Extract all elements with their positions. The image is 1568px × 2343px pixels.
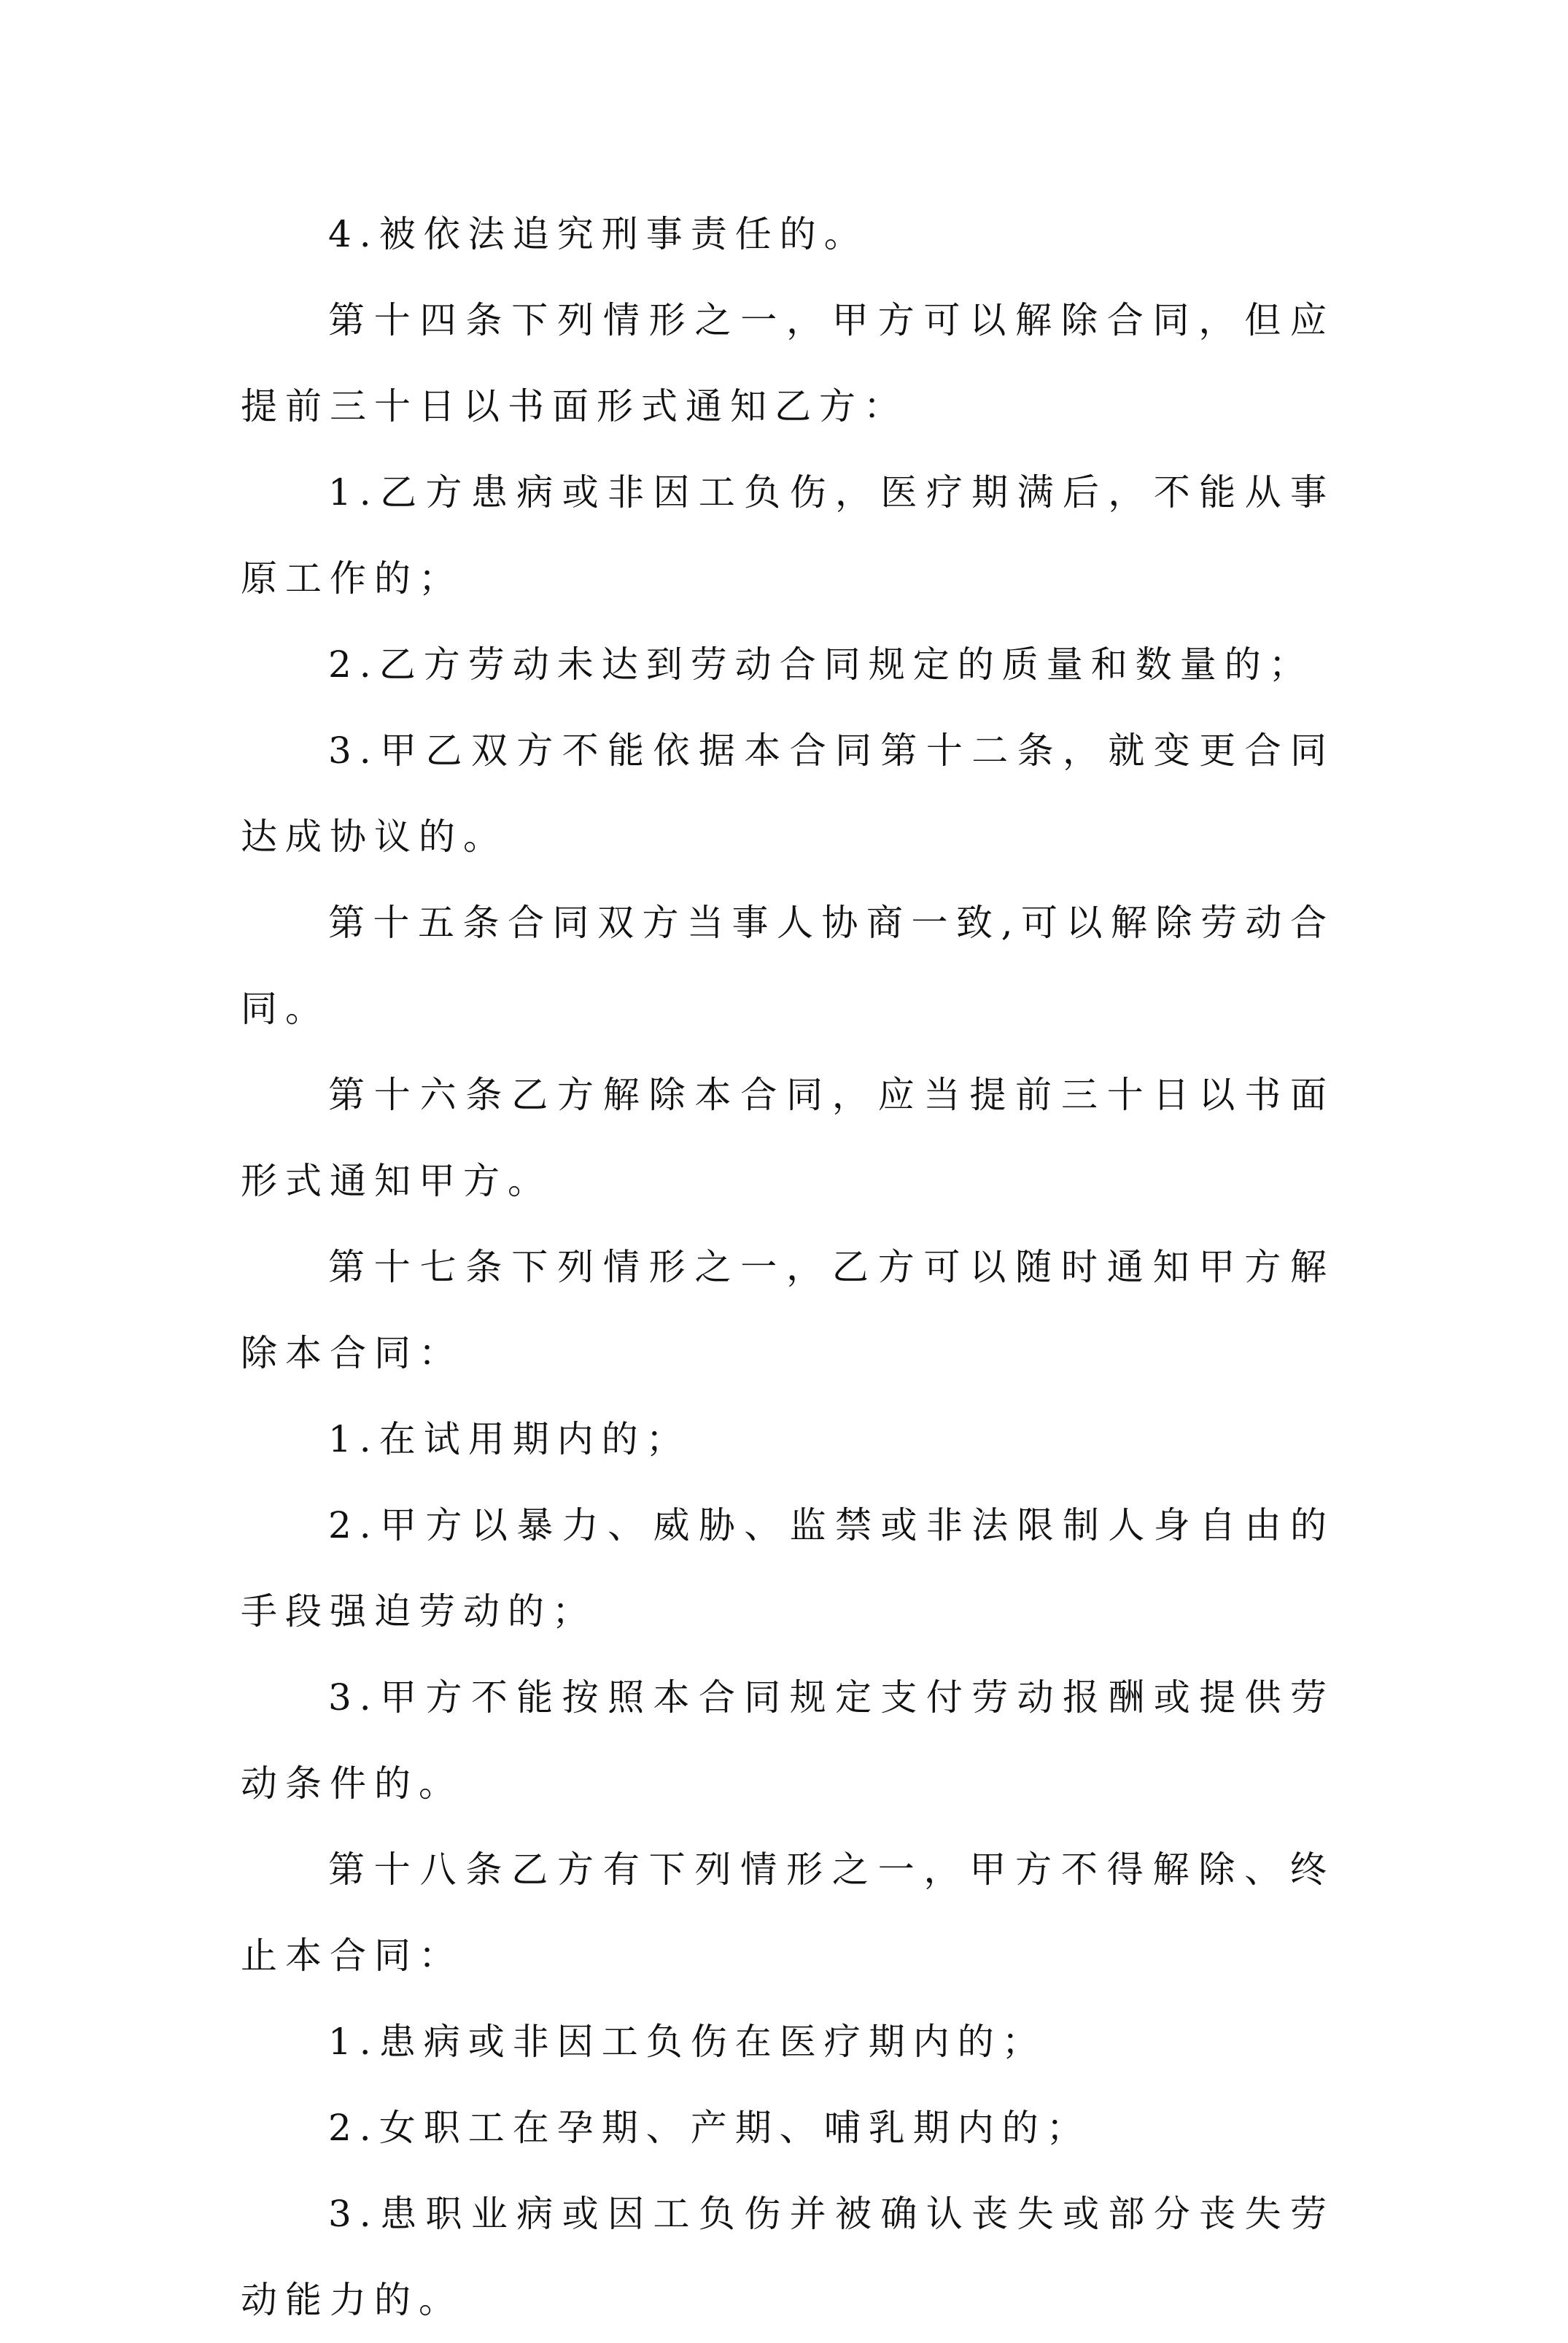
paragraph: 第十四条下列情形之一，甲方可以解除合同，但应提前三十日以书面形式通知乙方： bbox=[241, 299, 1335, 427]
paragraph: 3.患职业病或因工负伤并被确认丧失或部分丧失劳动能力的。 bbox=[241, 2193, 1335, 2321]
paragraph: 3.甲乙双方不能依据本合同第十二条，就变更合同达成协议的。 bbox=[241, 729, 1335, 858]
paragraph: 2.甲方以暴力、威胁、监禁或非法限制人身自由的手段强迫劳动的； bbox=[241, 1504, 1335, 1633]
paragraph: 4.被依法追究刑事责任的。 bbox=[328, 213, 869, 255]
paragraph: 第十六条乙方解除本合同，应当提前三十日以书面形式通知甲方。 bbox=[241, 1074, 1335, 1202]
paragraph: 1.乙方患病或非因工负伤，医疗期满后，不能从事原工作的； bbox=[241, 471, 1335, 600]
paragraph: 2.乙方劳动未达到劳动合同规定的质量和数量的； bbox=[328, 643, 1313, 686]
paragraph: 第十五条合同双方当事人协商一致,可以解除劳动合同。 bbox=[241, 902, 1335, 1030]
paragraph: 3.甲方不能按照本合同规定支付劳动报酬或提供劳动条件的。 bbox=[241, 1676, 1335, 1805]
paragraph: 第十八条乙方有下列情形之一，甲方不得解除、终止本合同： bbox=[241, 1848, 1335, 1977]
paragraph: 1.在试用期内的； bbox=[328, 1418, 691, 1460]
paragraph: 2.女职工在孕期、产期、哺乳期内的； bbox=[328, 2107, 1091, 2149]
paragraph: 1.患病或非因工负伤在医疗期内的； bbox=[328, 2021, 1047, 2063]
paragraph: 第十七条下列情形之一，乙方可以随时通知甲方解除本合同： bbox=[241, 1246, 1335, 1374]
contract-text bbox=[241, 191, 1335, 2343]
